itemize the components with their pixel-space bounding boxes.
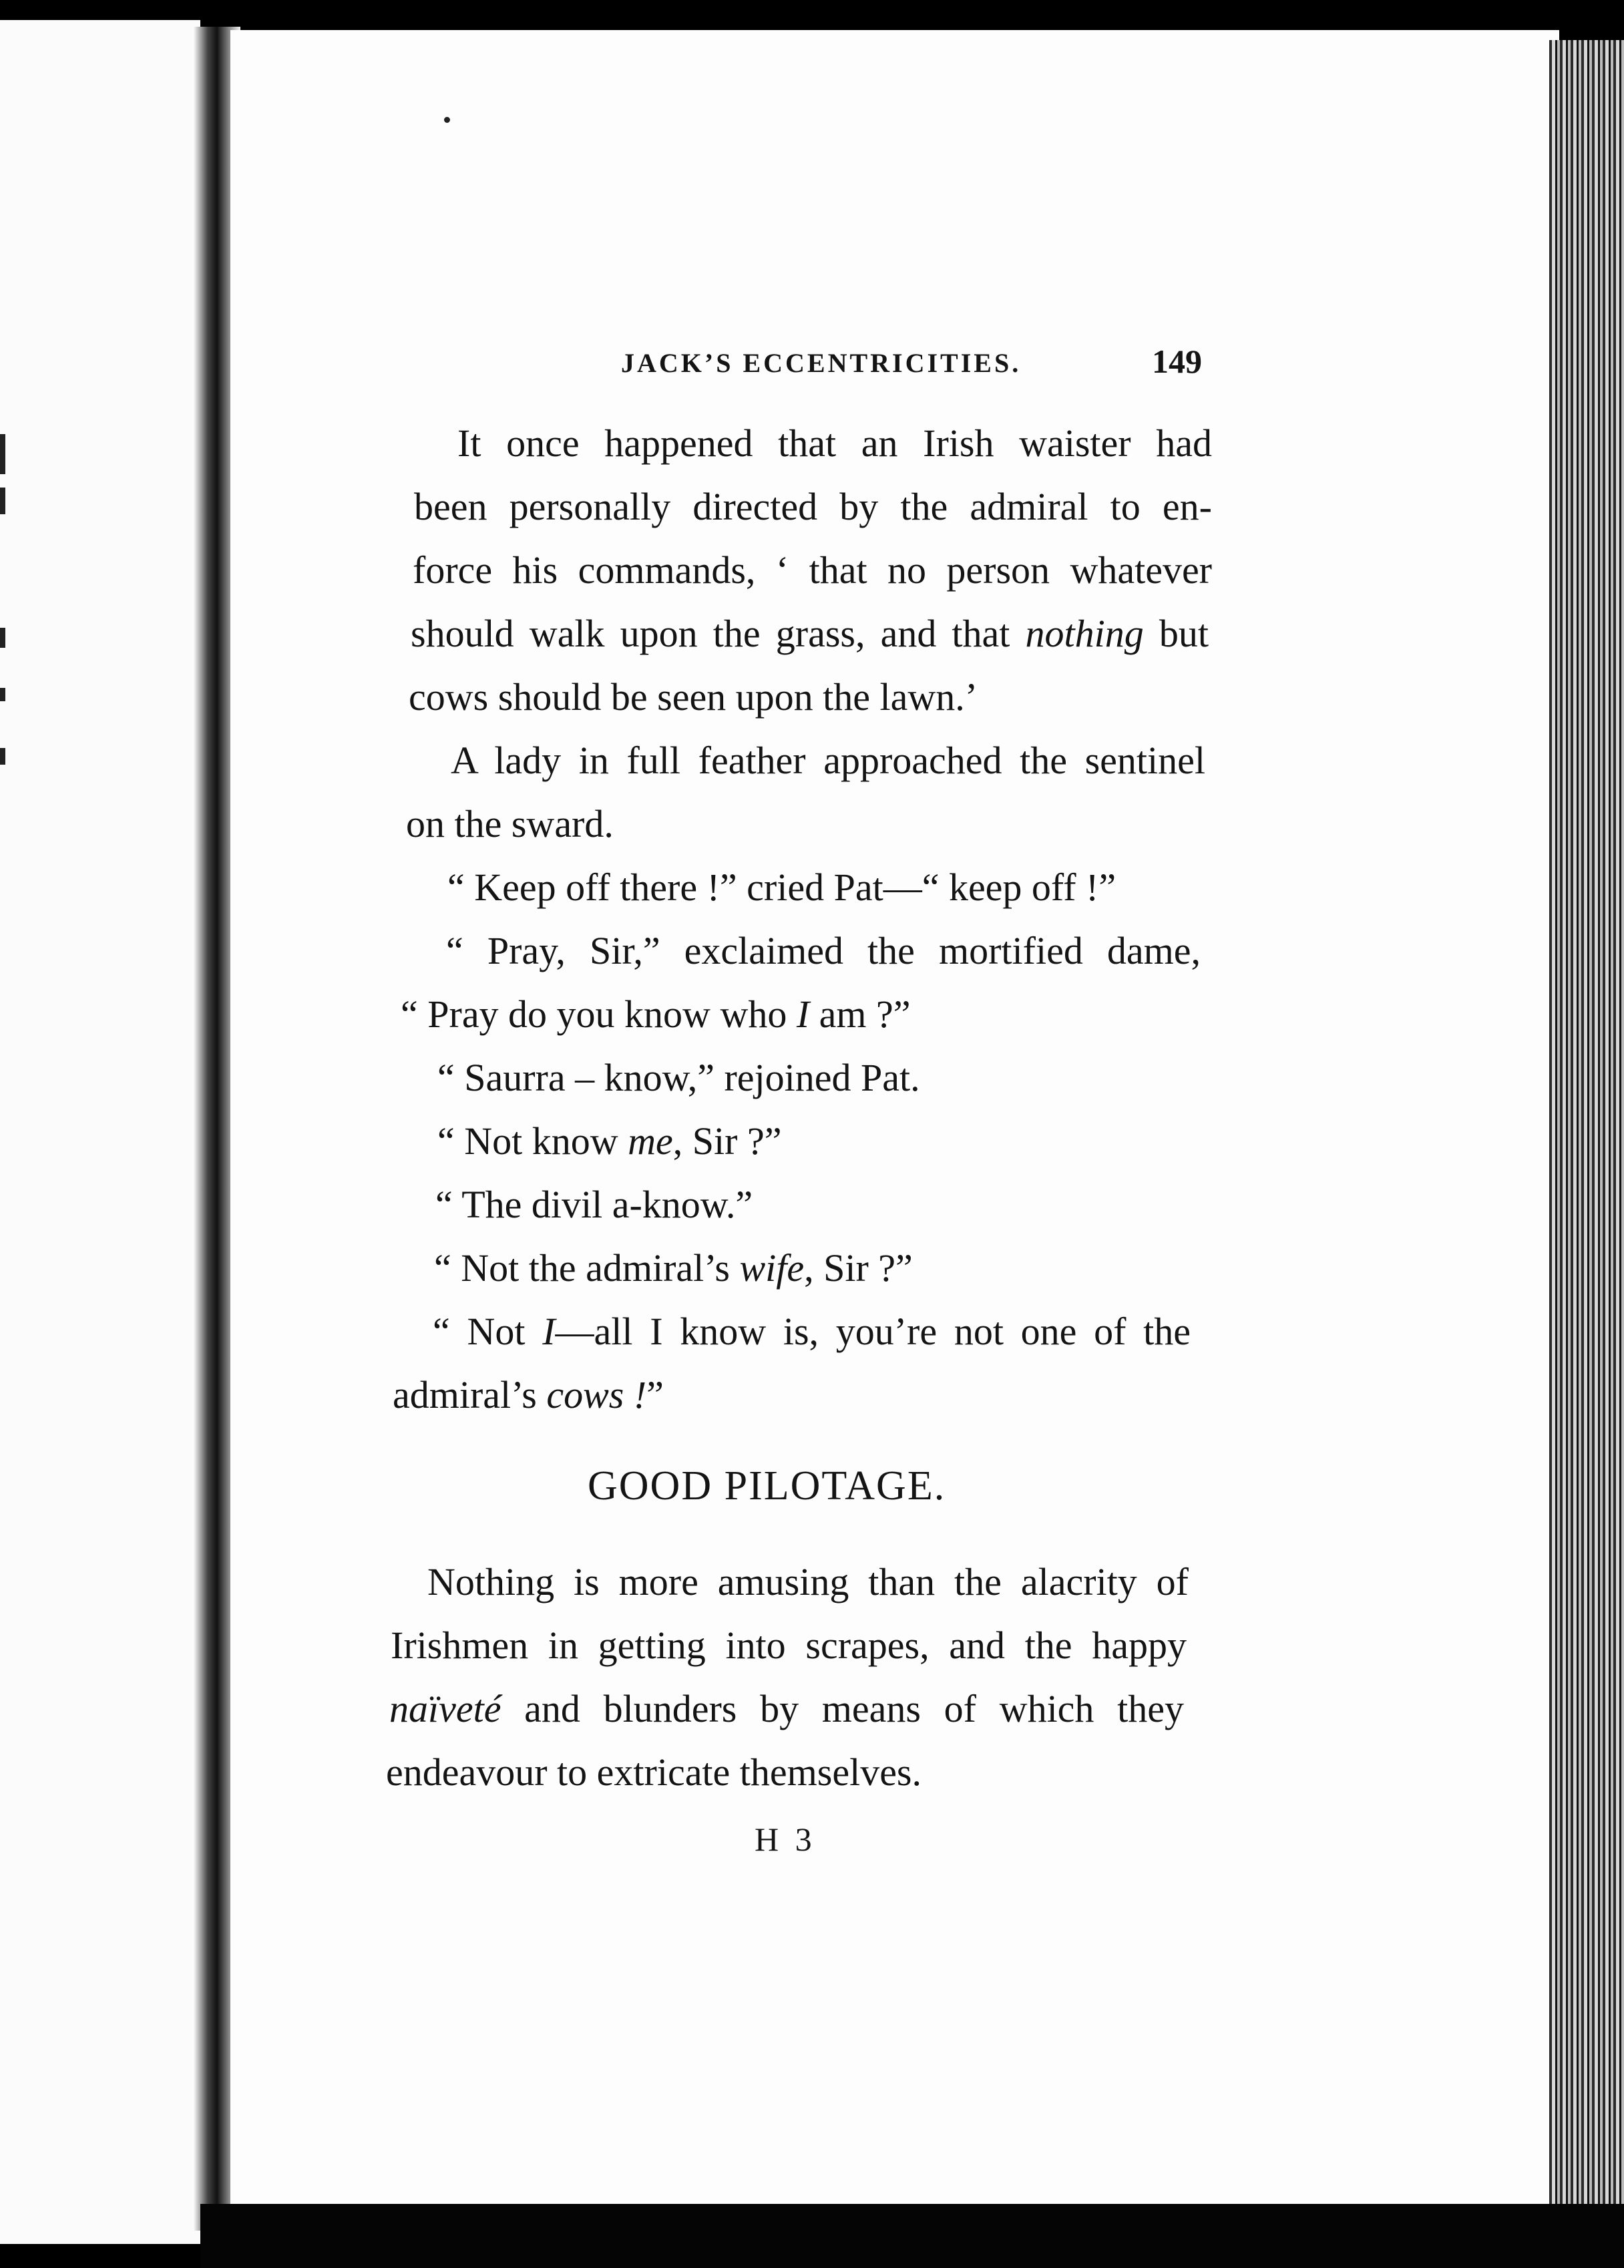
text-segment: force his commands, ‘ that no person whatever	[413, 548, 1212, 592]
text-segment: It once happened that an Irish waister had	[457, 421, 1212, 465]
text-segment: , Sir ?”	[672, 1119, 782, 1163]
text-segment: been personally directed by the admiral to en-	[414, 485, 1212, 528]
text-line	[427, 1559, 1189, 1604]
text-line	[437, 1055, 920, 1100]
text-line	[414, 484, 1212, 529]
text-line	[433, 1309, 1191, 1354]
italic-text: nothing	[1025, 612, 1144, 655]
text-segment: “ Not the admiral’s	[434, 1246, 740, 1290]
signature-mark: H 3	[755, 1821, 816, 1858]
section-heading: GOOD PILOTAGE.	[588, 1463, 946, 1509]
left-facing-page	[0, 20, 200, 2244]
text-line	[447, 865, 1116, 910]
ink-speck	[444, 117, 450, 123]
text-segment: endeavour to extricate themselves.	[386, 1750, 922, 1794]
text-segment: ”	[646, 1373, 664, 1416]
text-line	[413, 548, 1212, 592]
italic-text: wife	[739, 1246, 805, 1290]
page-number: 149	[1152, 343, 1202, 380]
text-line	[411, 611, 1209, 656]
page-fore-edge	[1549, 40, 1624, 2244]
italic-text: I	[542, 1310, 556, 1353]
text-line	[435, 1182, 753, 1227]
text-line	[389, 1686, 1184, 1731]
text-line	[451, 738, 1205, 783]
text-segment: admiral’s	[393, 1373, 547, 1416]
italic-text: me	[628, 1119, 673, 1163]
scan-bottom-border	[200, 2204, 1624, 2268]
text-segment: “ Saurra – know,” rejoined Pat.	[437, 1056, 920, 1099]
text-segment: A lady in full feather approached the sentinel	[451, 739, 1205, 782]
text-line	[393, 1372, 664, 1417]
text-line	[401, 992, 911, 1036]
text-segment: “ Pray, Sir,” exclaimed the mortified dame,	[446, 929, 1201, 972]
text-line	[437, 1119, 781, 1163]
text-line	[457, 421, 1212, 465]
text-segment: , Sir ?”	[804, 1246, 913, 1290]
italic-text: I	[796, 992, 810, 1036]
text-line	[406, 801, 614, 846]
text-segment: on the sward.	[406, 802, 614, 845]
italic-text: naïveté	[389, 1687, 501, 1730]
text-segment: should walk upon the grass, and that	[411, 612, 1026, 655]
text-line	[446, 928, 1201, 973]
text-segment: am ?”	[809, 992, 911, 1036]
text-segment: “ Not know	[437, 1119, 628, 1163]
text-segment: “ Not	[433, 1310, 543, 1353]
text-segment: cows should be seen upon the lawn.’	[409, 675, 978, 719]
text-line	[434, 1246, 913, 1290]
text-segment: “ The divil a-know.”	[435, 1183, 753, 1226]
text-segment: —all I know is, you’re not one of the	[555, 1310, 1191, 1353]
italic-text: cows !	[546, 1373, 647, 1416]
text-line	[391, 1623, 1187, 1668]
text-segment: Nothing is more amusing than the alacrity of	[427, 1560, 1189, 1603]
running-title: JACK’S ECCENTRICITIES.	[621, 348, 1022, 378]
text-line	[409, 675, 978, 719]
text-segment: “ Pray do you know who	[401, 992, 797, 1036]
text-segment: and blunders by means of which they	[501, 1687, 1184, 1730]
text-segment: Irishmen in getting into scrapes, and the happy	[391, 1624, 1187, 1667]
text-line	[386, 1750, 922, 1794]
text-segment: but	[1143, 612, 1209, 655]
text-segment: “ Keep off there !” cried Pat—“ keep off !”	[447, 866, 1116, 909]
